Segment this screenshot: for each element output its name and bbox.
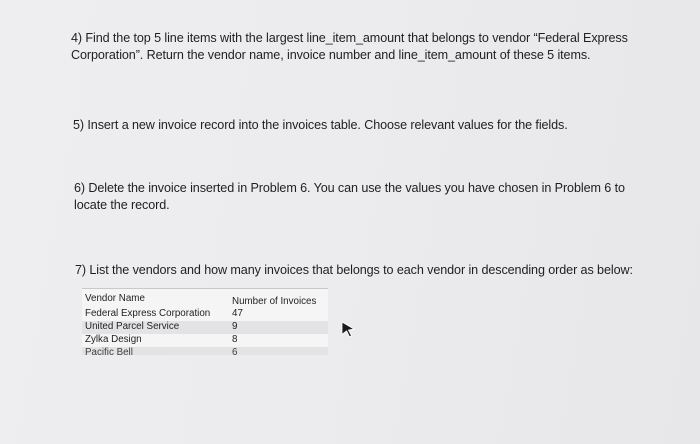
- header-vendor-name: Vendor Name: [85, 293, 145, 304]
- question-6-line-1: 6) Delete the invoice inserted in Problem 6. You can use the values you have chosen in Problem 6 to: [74, 181, 625, 195]
- question-5: [73, 117, 673, 134]
- table-row: [82, 308, 328, 321]
- question-5-line-1: 5) Insert a new invoice record into the invoices table. Choose relevant values for the fields.: [73, 118, 568, 132]
- question-4-line-1: 4) Find the top 5 line items with the largest line_item_amount that belongs to vendor “Federal Express: [71, 31, 628, 45]
- table-row: [82, 334, 328, 347]
- question-7: [75, 262, 675, 279]
- table-header-row: [82, 292, 328, 305]
- table-row: [82, 347, 328, 355]
- vendor-name-cell: United Parcel Service: [85, 321, 180, 332]
- vendor-name-cell: Zylka Design: [85, 334, 142, 345]
- invoice-count-cell: 6: [232, 347, 238, 355]
- question-6: [74, 180, 674, 214]
- table-row: [82, 321, 328, 334]
- question-4-line-2: Corporation”. Return the vendor name, invoice number and line_item_amount of these 5 items.: [71, 48, 591, 62]
- vendor-name-cell: Federal Express Corporation: [85, 308, 211, 319]
- question-4: [71, 30, 671, 64]
- invoice-count-cell: 8: [232, 334, 238, 345]
- invoice-count-cell: 9: [232, 321, 238, 332]
- vendor-invoice-table: [82, 288, 328, 355]
- header-number-of-invoices: Number of Invoices: [232, 296, 317, 307]
- question-6-line-2: locate the record.: [74, 198, 170, 212]
- mouse-pointer-icon: [341, 321, 355, 337]
- invoice-count-cell: 47: [232, 308, 243, 319]
- question-7-line-1: 7) List the vendors and how many invoices that belongs to each vendor in descending order as below:: [75, 263, 633, 277]
- vendor-name-cell: Pacific Bell: [85, 347, 133, 355]
